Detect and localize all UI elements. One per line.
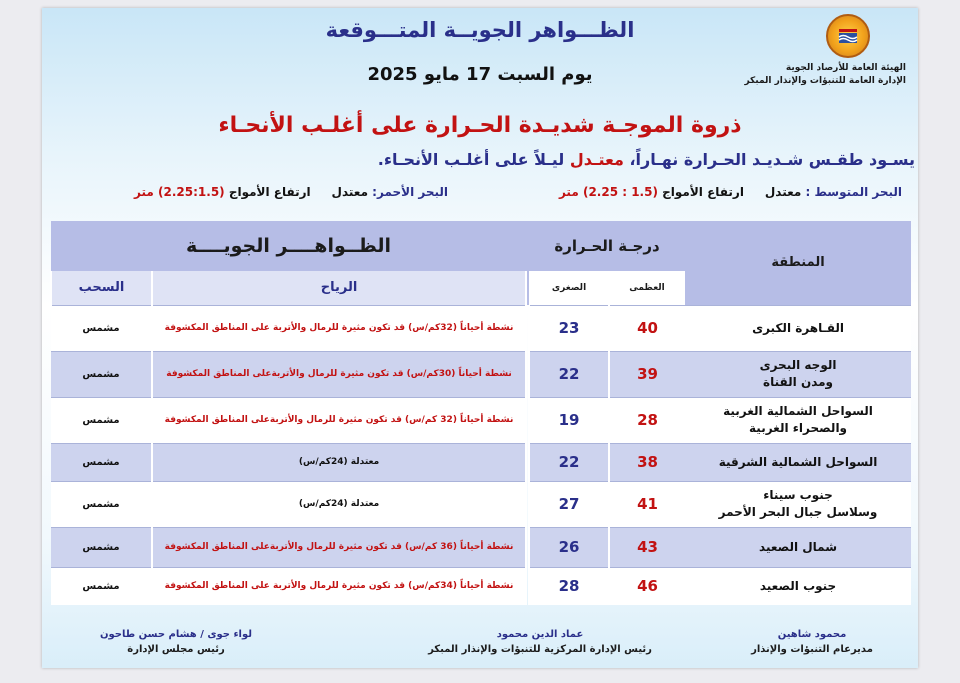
summary-part-1: يسـود طقـس شـديـد الحـرارة نهـاراً، bbox=[623, 150, 915, 169]
forecast-date: يوم السبت 17 مايو 2025 bbox=[367, 64, 593, 85]
wind-cell: نشطة أحياناً (32كم/س) قد تكون مثيرة للرمال والأتربة على المناطق المكشوفة bbox=[152, 305, 526, 351]
min-temp-cell: 28 bbox=[529, 567, 609, 605]
max-temp-cell: 41 bbox=[609, 481, 685, 527]
max-temp-cell: 43 bbox=[609, 527, 685, 567]
region-line-1: السواحل الشمالية الشرقية bbox=[718, 454, 878, 469]
red-waves-label: ارتفاع الأمواج bbox=[224, 185, 311, 199]
min-temp-cell: 23 bbox=[529, 305, 609, 351]
signature-title: رئيس الإدارة المركزية للتنبؤات والإنذار المبكر bbox=[428, 644, 652, 655]
wind-cell: نشطة أحياناً (30كم/س) قد تكون مثيرة للرمال والأتربةعلى المناطق المكشوفة bbox=[152, 351, 526, 397]
min-temp-header: الصغرى bbox=[529, 271, 609, 305]
med-waves: (1.5 : 2.25) متر bbox=[558, 185, 658, 199]
signature-name: عماد الدين محمود bbox=[496, 629, 584, 640]
table-row bbox=[51, 305, 911, 351]
signature-forecast-director bbox=[722, 627, 902, 657]
clouds-cell: مشمس bbox=[51, 305, 152, 351]
clouds-cell: مشمس bbox=[51, 567, 152, 605]
med-waves-label: ارتفاع الأمواج bbox=[657, 185, 744, 199]
min-temp-cell: 19 bbox=[529, 397, 609, 443]
clouds-cell: مشمس bbox=[51, 397, 152, 443]
clouds-cell: مشمس bbox=[51, 527, 152, 567]
max-temp-header: العظمى bbox=[609, 271, 685, 305]
max-temp-cell: 46 bbox=[609, 567, 685, 605]
region-line-2: والصحراء الغربية bbox=[749, 421, 848, 435]
clouds-header: السحب bbox=[51, 271, 152, 305]
temperature-header: درجـة الحـرارة bbox=[554, 237, 660, 255]
forecast-table bbox=[50, 221, 911, 605]
table-row bbox=[51, 481, 911, 527]
min-temp-cell: 22 bbox=[529, 351, 609, 397]
wind-header: الرياح bbox=[152, 271, 526, 305]
wind-cell: معتدلة (24كم/س) bbox=[152, 481, 526, 527]
wind-cell: نشطة أحياناً (34كم/س) قد تكون مثيرة للرمال والأتربة على المناطق المكشوفة bbox=[152, 567, 526, 605]
min-temp-cell: 26 bbox=[529, 527, 609, 567]
med-state: معتدل bbox=[764, 185, 802, 199]
signature-name: لواء جوى / هشام حسن طاحون bbox=[99, 629, 253, 640]
wind-cell: معتدلة (24كم/س) bbox=[152, 443, 526, 481]
max-temp-cell: 28 bbox=[609, 397, 685, 443]
region-cell bbox=[685, 481, 911, 527]
region-line-2: وسلاسل جبال البحر الأحمر bbox=[718, 505, 878, 519]
signature-name: محمود شاهين bbox=[777, 629, 847, 640]
region-cell bbox=[685, 397, 911, 443]
signature-title: مديرعام التنبؤات والإنذار bbox=[751, 644, 873, 655]
clouds-cell: مشمس bbox=[51, 481, 152, 527]
region-cell bbox=[685, 567, 911, 605]
region-line-1: القـاهرة الكبرى bbox=[752, 320, 844, 335]
red-state: معتدل bbox=[331, 185, 368, 199]
region-line-1: الوجه البحرى bbox=[759, 358, 837, 372]
med-label: البحر المتوسط : bbox=[801, 185, 902, 199]
min-temp-cell: 22 bbox=[529, 443, 609, 481]
clouds-cell: مشمس bbox=[51, 351, 152, 397]
mediterranean-sea-state bbox=[559, 185, 902, 199]
min-temp-cell: 27 bbox=[529, 481, 609, 527]
region-cell bbox=[685, 443, 911, 481]
region-line-1: جنوب سيناء bbox=[763, 488, 833, 502]
max-temp-cell: 38 bbox=[609, 443, 685, 481]
region-line-1: جنوب الصعيد bbox=[759, 578, 837, 593]
table-row bbox=[51, 351, 911, 397]
region-header: المنطقة bbox=[771, 255, 825, 271]
red-waves: (2.25:1.5) متر bbox=[134, 185, 225, 199]
page-title: الظـــواهر الجويــة المتـــوقعة bbox=[325, 18, 635, 42]
org-line-2: الإدارة العامة للتنبؤات والإنذار المبكر bbox=[744, 76, 906, 86]
region-cell bbox=[685, 305, 911, 351]
table-row bbox=[51, 443, 911, 481]
signature-central-director bbox=[395, 627, 685, 657]
region-line-2: ومدن القناة bbox=[763, 375, 834, 389]
table-header-row bbox=[51, 221, 911, 271]
max-temp-cell: 39 bbox=[609, 351, 685, 397]
summary-part-2: معتـدل bbox=[569, 150, 624, 169]
org-line-1: الهيئة العامة للأرصاد الجوية bbox=[785, 63, 906, 73]
red-label: البحر الأحمر: bbox=[368, 185, 448, 199]
signature-chairman bbox=[86, 627, 266, 657]
weather-summary bbox=[235, 150, 915, 169]
red-sea-state bbox=[134, 185, 448, 199]
region-cell bbox=[685, 527, 911, 567]
phenomena-header: الظــواهــــر الجويــــة bbox=[185, 235, 392, 257]
table-row bbox=[51, 397, 911, 443]
max-temp-cell: 40 bbox=[609, 305, 685, 351]
wind-cell: نشطة أحياناً (32 كم/س) قد تكون مثيرة للرمال والأتربةعلى المناطق المكشوفة bbox=[152, 397, 526, 443]
table-row bbox=[51, 567, 911, 605]
table-row bbox=[51, 527, 911, 567]
signature-title: رئيس مجلس الإدارة bbox=[127, 644, 225, 655]
heatwave-headline: ذروة الموجـة شديـدة الحـرارة على أغلـب الأنحـاء bbox=[218, 113, 742, 138]
region-cell bbox=[685, 351, 911, 397]
summary-part-3: ليـلاً على أغلـب الأنحـاء. bbox=[377, 150, 570, 169]
wind-cell: نشطة أحياناً (36 كم/س) قد تكون مثيرة للرمال والأتربةعلى المناطق المكشوفة bbox=[152, 527, 526, 567]
region-line-1: السواحل الشمالية الغربية bbox=[723, 404, 873, 418]
region-line-1: شمال الصعيد bbox=[759, 539, 838, 554]
clouds-cell: مشمس bbox=[51, 443, 152, 481]
